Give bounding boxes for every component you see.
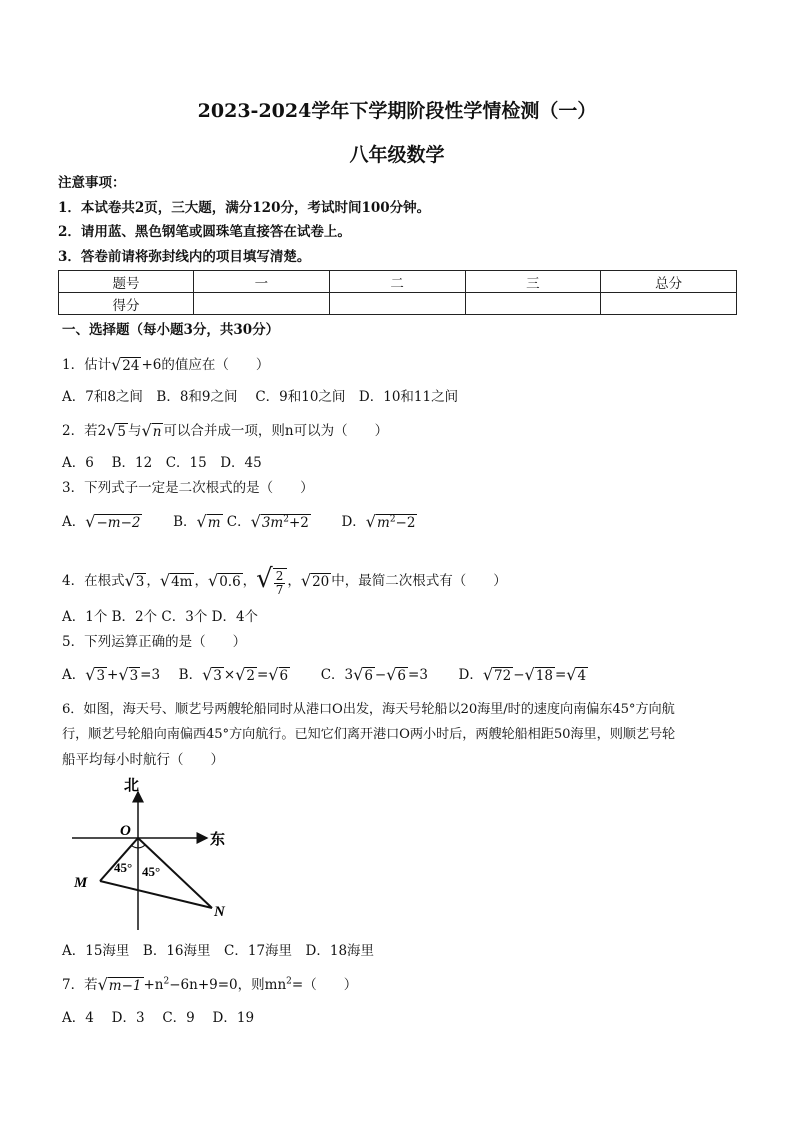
q3-option-b-radical: √m	[196, 512, 221, 531]
q1-text-a: 1．估计	[62, 357, 112, 373]
note-item-3: 3．答卷前请将弥封线内的项目填写清楚。	[58, 249, 311, 265]
q4-tail: 中，最简二次根式有（ ）	[331, 573, 507, 589]
sqrt-5: √5	[106, 421, 126, 440]
score-header-cell: 总分	[601, 271, 737, 293]
q5-option-b: B．√3 ×√2 =√6	[178, 665, 289, 684]
q2-text-a: 2．若2	[62, 423, 107, 439]
score-table	[58, 270, 737, 315]
score-header-cell: 二	[329, 271, 465, 293]
q5-option-a: A．√3 +√3 =3	[62, 665, 161, 684]
q5-option-c: C．3√6 −√6 =3	[320, 665, 428, 684]
sqrt-0-6: √0.6	[207, 570, 241, 590]
q3-option-c-radical: $√3m^2+2$	[250, 512, 309, 531]
score-cell-3[interactable]	[465, 293, 601, 315]
q7-text-c: −6n+9=0，则$mn^2$	[169, 976, 292, 993]
label-M: M	[74, 875, 88, 891]
q4-sep: ，	[287, 573, 301, 589]
score-header-cell: 三	[465, 271, 601, 293]
q3-option-d-radical: $√m^2-2$	[365, 512, 416, 531]
question-1	[62, 357, 269, 374]
q4-sep: ，	[146, 573, 160, 589]
label-angle-left: 45°	[114, 860, 133, 875]
q3-option-a-label: A．	[62, 514, 86, 530]
section-1-heading: 一、选择题（每小题3分，共30分）	[62, 322, 280, 338]
question-5: 5．下列运算正确的是（ ）	[62, 634, 247, 650]
label-angle-right: 45°	[142, 864, 161, 879]
q6-line-2: 行，顺艺号轮船向南偏西45°方向航行。已知它们离开港口O两小时后，两艘轮船相距50海里，则顺艺号轮	[62, 727, 676, 742]
q5-options	[62, 667, 588, 684]
q1-text-c: +6的值应在（ ）	[141, 357, 270, 373]
sqrt-24: √24	[111, 355, 140, 374]
label-east: 东	[210, 830, 226, 848]
sqrt-n: √n	[141, 421, 162, 440]
note-item-2: 2．请用蓝、黑色钢笔或圆珠笔直接答在试卷上。	[58, 224, 351, 240]
label-O: O	[120, 823, 131, 839]
q6-line-3: 船平均每小时航行（ ）	[62, 752, 224, 768]
q7-text-a: 7．若	[62, 977, 98, 993]
question-4	[62, 566, 507, 597]
q3-option-a-radical: √−m−2	[85, 512, 141, 531]
score-row-label: 得分	[59, 293, 194, 315]
question-2	[62, 423, 388, 440]
q2-options: A．6 B．12 C．15 D．45	[62, 455, 262, 471]
sqrt-fraction-2-7: √ $\frac{2}{7}$	[256, 566, 287, 597]
sqrt-4m: √4m	[159, 570, 193, 590]
q7-options: A．4 D．3 C．9 D．19	[62, 1010, 255, 1026]
q5-option-d: D．√72 −√18 =√4	[458, 665, 587, 684]
exam-subtitle: 八年级数学	[349, 144, 445, 166]
question-3: 3．下列式子一定是二次根式的是（ ）	[62, 480, 314, 496]
label-N: N	[214, 904, 225, 920]
q7-text-d: =（ ）	[291, 977, 358, 993]
q4-sep: ，	[242, 573, 257, 589]
sqrt-20: √20	[300, 570, 330, 590]
q6-options: A．15海里 B．16海里 C．17海里 D．18海里	[62, 943, 375, 959]
label-north: 北	[124, 776, 140, 794]
score-cell-1[interactable]	[194, 293, 330, 315]
score-header-cell: 题号	[59, 271, 194, 293]
q7-text-b: $+n^2$	[143, 976, 170, 993]
q2-text-c: 与	[127, 423, 142, 439]
exam-title: 2023-2024学年下学期阶段性学情检测（一）	[197, 100, 597, 122]
question-7	[62, 977, 357, 994]
q1-options: A．7和8之间 B．8和9之间 C．9和10之间 D．10和11之间	[62, 389, 459, 405]
score-table-score-row	[59, 293, 737, 315]
q3-option-c-label: C．	[226, 514, 251, 530]
score-cell-2[interactable]	[329, 293, 465, 315]
segment-MN	[100, 881, 212, 908]
score-header-cell: 一	[194, 271, 330, 293]
q3-option-b-label: B．	[173, 514, 197, 530]
score-table-header-row	[59, 271, 737, 293]
note-item-1: 1．本试卷共2页，三大题，满分120分，考试时间100分钟。	[58, 200, 431, 216]
q2-text-e: 可以合并成一项，则n可以为（ ）	[163, 423, 389, 439]
q4-sep: ，	[194, 573, 208, 589]
q4-options: A．1个 B．2个 C．3个 D．4个	[62, 609, 259, 625]
q4-text-a: 4．在根式	[62, 573, 125, 589]
notes-heading: 注意事项：	[58, 175, 126, 191]
q3-options	[62, 514, 417, 531]
score-cell-total[interactable]	[601, 293, 737, 315]
compass-diagram	[62, 770, 242, 940]
q6-line-1: 6．如图，海天号、顺艺号两艘轮船同时从港口O出发，海天号轮船以20海里/时的速度向南偏东45°方向航	[62, 702, 675, 717]
q3-option-d-label: D．	[341, 514, 366, 530]
sqrt-3: √3	[124, 570, 145, 590]
sqrt-m-minus-1: √m−1	[97, 975, 142, 994]
